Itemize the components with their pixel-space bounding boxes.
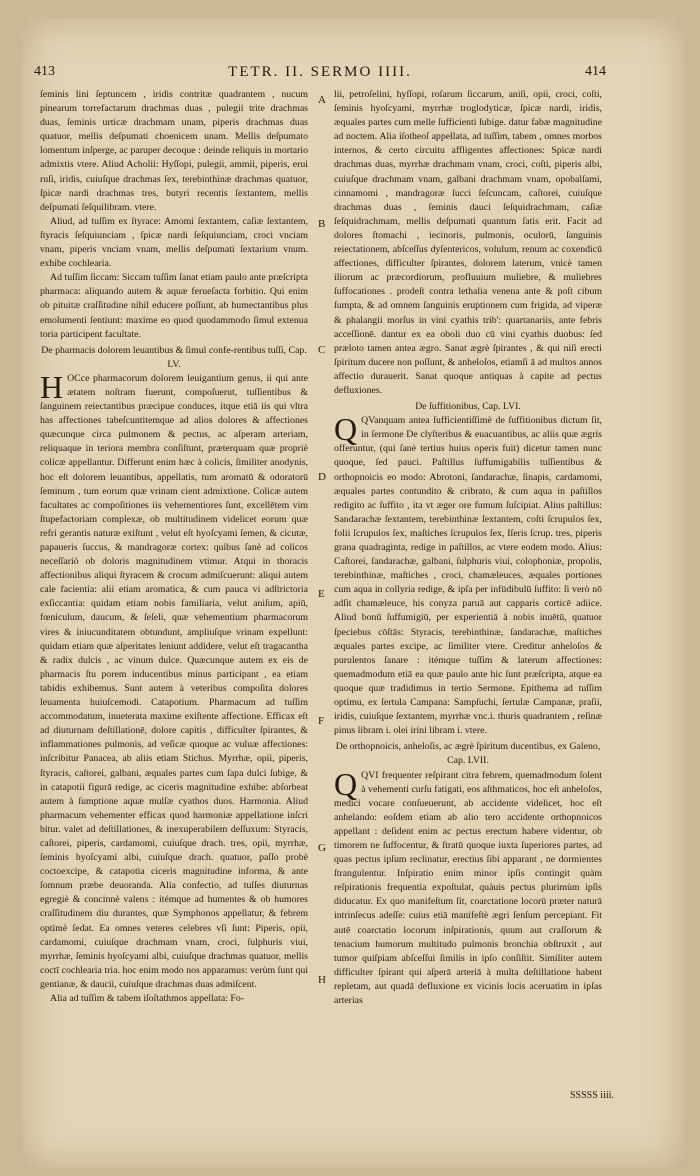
paragraph: Alia ad tuſſim & tabem iſoſtathmos appellata: Fo- [50,993,244,1004]
margin-letter: H [318,974,326,986]
paragraph [40,368,308,992]
left-column [40,88,308,1090]
running-title: TETR. II. SERMO IIII. [228,64,412,80]
drop-cap: H [40,368,64,405]
margin-letter: B [318,218,326,230]
chapter-heading: De ſuffitionibus, Cap. LVI. [415,401,521,413]
drop-cap: Q [334,765,358,802]
paragraph: ſeminis lini ſeptuncem , iridis contritæ quadrantem , nucum pinearum torrefactarum drachmas duas , pulegii trite drachmas duas, ſeminis urticæ drachmam unam, piperis drachmas duas quatuor, mellis deſpumati choenicem unam. Mellis deſpumato lomentum inſperge, ac paruper decoque : deinde reliquis in mortario admixtis vtere. Aliud Acholii: Hyſſopi, pulegii, ammii, piperis, erui ruſi, iridis, cuiuſque drachmas ſex, terebinthinæ drachmas quatuor, ſpicæ nardi drachmas tres, butyri recentis ſextantem, mellis deſpumati ſeſquilibram. vtere. [40,89,308,213]
margin-letter: C [318,344,326,356]
page-number-left: 413 [34,64,55,79]
signature-mark: SSSSS iiii. [570,1090,614,1101]
margin-letter: G [318,842,326,854]
margin-letter: A [318,94,326,106]
paragraph: Ad tuſſim ſiccam: Siccam tuſſim ſanat etiam paulo ante præſcripta pharmaca: aliquando autem & aquæ ferueſacta forbitio. Qui enim ob pituitæ craſſitudine nihil educere poſſunt, ab humectantibus plus emolumenti ſentiunt: maxime eo quod quodammodo ſimul extenua toria participent facultate. [40,272,308,340]
paragraph-text: QVanquam antea ſufficientiſſimè de ſuffitionibus dictum ſit, in ſermone De clyſteribus & euacuantibus, ac aliis quæ ægris offeruntur, (qui ſanè tertius huius operis fuit) dicetur tamen nunc quoque, ſed pauci. Paſtillus ſuffumigabilis tuſſientibus & orthopnoicis eo modo: Abrotoni, ſandarachæ, ſinapis, cardamomi, æquales partes contundito & cribrato, & cum aqua in paſtillos redigito ac ſuffito , ita vt æger ore fumum ſuſcipiat. Alius paſtillus: Sandarachæ ſextantem, terebinthinæ ſextantem, coſti ſcrupulos ſex, folii ſcrupulos ſex, maſtiches ſcrupulos ſex, Iſeris ſcrup. tres, piperis grana quadraginta, redige in paſtillos, ac vtere eodem modo. Alius: Caſtorei, ſandarachæ, galbani, ſulphuris viui, colophoniæ, propolis, terebinthinæ, maſtiches , croci, chamæleuces, æquales portiones cum aqua in collyria redige, & ipſa per infūdibulū ſuffito: ſi verò nō adſit chamæleuce, his conyza paruā aut capparis corticē adiice. Aliud bonū ſuffumigiū, per experientiā à nobis inuētū, quatuor ſpeciebus cōſtās: Styracis, terebinthinæ, ſandarachæ, maſtiches æquales partes excipe, ac ſimiliter vtere. Creditur anheloſos & purulentos ſanare : itémque tuſſim & laterum affectiones: quemadmodum etiā ea quæ paulo ante hic ſunt præſcripta, atque ea quoque quæ tradidimus in tertio Sermone. Epithema ad tuſſim optimu, ex ſertula Campana: Sampſuchi, ſertulæ Campanæ, praſii, iridis, cuiuſque ſextantem, myrrhæ vnc.i. thuris quadrantem , reſinæ pinus libram i. olei irini libram i. vtere. [334,415,602,737]
drop-cap: Q [334,411,358,448]
chapter-heading: De orthopnoicis, anheloſis, ac ægrè ſpiritum ducentibus, ex Galeno, Cap. LVII. [335,741,601,767]
page-number-right: 414 [585,64,606,79]
paragraph: Aliud, ad tuſſim ex ſtyrace: Amomi ſextantem, caſiæ ſextantem, ſtyracis ſeſquiunciam , ſpicæ nardi ſeſquiunciam, croci vnciam vnam, piperis vnciam vnam, mellis deſpumati ſextarium vnum. exhibe cochlearia. [40,215,308,270]
margin-letter: D [318,471,326,483]
paragraph-text: OCce pharmacorum dolorem leuigantium genus, ii qui ante ætatem noſtram fuerunt, compoſuerut, tuſſientibus & ſanguinem reiectantibus præcipue conduces, itque etiā iis qui vltra has affectiones tabeſcuntitemque ad alios dolores & affectiones quæcunque circa pulmonem & pectus, ac aſperam arteriam, reliquaque in teriora membra conſiſtunt, præterquam quæ propriè colicæ appellantur. Differunt enim hæc à colicis, ſimiliter anodynis, hoc eſt dolorem leuantibus, appellatis, tum aromatū & odoratorū ſeminum , tum eorum quæ vrinam cient admixtione. Colicæ autem facultates ac compoſitiones iis vehementiores ſunt, excellētem vim ſtupefactoriam complexæ, ob multitudinem videlicet eorum quæ refri gerantis naturæ exiſtunt , velut eſt hyoſcyami ſemen, & cicutæ, papaueris ſuccus, & mandragoræ cortex: quibus ſanè ad colicos neceſſariò ob doloris magnitudinem vtimur. Atqui in thoracis affectionibus aliqui ſtyracem & crocum admiſcuerunt: aliqui autem cale facientia: alii etiam aromatica, & cum pauca vi adſtrictoria exſiccantia: quidam etiam nobis familiaria, velut aniſum, apiū, fœniculum, daucum, & ſeſeli, quæ vehementium pharmacorum vires & iniucunditatem obtundunt, ampliuſque vrinam expellunt: quidam etiam quæ aſperitates leniunt addidere, velut eſt tragacantha & radix dulcis , ac vinum dulce. Quæcunque autem ex eis de pharmacis ſtu porem inducentibus minus participant , ea etiam tabidis exhibemus. Sunt autem à veteribus compoſita dolores leuamenta huiuſcemodi. Catapotium. Pharmacum ad tuſſim accommodatum, inueterata maxime exiſtente affectione. Efficax eſt ad diuturnam deſtillationē, dolore capitis , difficulter ſpirantes, & inflammationes pulmonis, ad veſicæ quoque ac vuluæ affectiones: inſcribitur Panacea, ab aliis etiam Stichus. Myrrhæ, opii, piperis, ſtyracis, caſtorei, galbani, æquales partes cum ſapa dulci ſubige, & in catapotii figurā redige, ac ciceris magnitudine exhibe: abſorbeat autem à ſumptione aquæ mulſæ cyathos duos. Harmonia. Aliud pharmacum vehementer efficax quod harmoniæ appellatione inſcri bitur. valet ad deſtillationes, & inexuperabilem deſſuxum: Styracis, caſtorei, piperis, cardamomi, cuiuſque drach. tres, opii, myrrhæ, ſeminis hyoſcyami albi, cuiuſque drach. quatuor, paſſo probè coctoexcipe, & catapotia ciceris magnitudine informa, & ante ſomnum præbe deuoranda. Alia confectio, ad tuſſes diuturnas egregiè & concinnè valens : itémque ad humentes & ob humores craſſitudinem diu durantes, quæ Symphonos appellatur, & febrem optimè ſedat. Ea omnes veteres celebres vſi ſunt: Piperis, opii, cardamomi, cuiuſque drachmam vnam, croci, ſulphuris viui, myrrhæ, ſeminis hyoſcyami albi, cuiuſque drachmas quatuor, mellis coctī cochlearia tria. hoc enim modo nos apparamus: verùm ſunt qui gentianæ, & daucii, cuiuſque drachmas duas admiſcent. [40,372,308,990]
running-header [34,64,606,86]
paragraph-text: QVI frequenter reſpirant citra febrem, quemadmodum ſolent à vehementi curſu fatigati, eos aſthmaticos, hoc eſt anheloſos, medici vocare conſueuerunt, ab accidente videlicet, hoc eſt anhelando: eoſdem etiam ab alio tero accidente orthopnoicos appellant : deſident enim ac pectus erectum habere videntur, ob timorem ne ſuffocentur, & ſtratū quoque iuxta ſuperiores partes, ad quas pectus ipſum reclinatur, erectius ſibi apparant , ne dormientes ſtrangulentur. Inſpiratio enim minor ipſis contingit quàm reſpirationis frequentia expoſtulat, quàuis pectus plurimùm ipſis diducatur. Ex quo manifeſtum ſit, coarctatione locorū præter naturā intrinſecus adeſſe: cuius etiā manifeſtè ægri ſenſum percepiant. Fit autē coarctatio locorum inſpirationis, quum aut craſſorum & tenacium humorum multitudo pulmonis bronchia obſtruxit , aut tumor quiſpiam abſceſſui ſimilis in ipſo conſiſtit. Similiter autem difficulter ſpirant qui aſperā arteriā à multa deſtillatione habent repletam, aut quadā defluxione ex vicinis locis aceruatim in ipſas arterias [334,769,602,1006]
paragraph [334,765,602,1009]
margin-letter: E [318,588,325,600]
right-column [334,88,602,1090]
paragraph [334,411,602,738]
chapter-heading: De pharmacis dolorem leuantibus & ſimul confe-rentibus tuſſi, Cap. LV. [41,344,307,370]
margin-letters [318,88,330,1088]
margin-letter: F [318,715,325,727]
paragraph: lii, petroſelini, hyſſopi, roſarum ſiccarum, aniſi, opii, croci, coſti, ſeminis hyoſcyami, myrrhæ troglodyticæ, ſpicæ nardi, iridis, æquales partes cum melle ſufficienti ſubige. datur fabæ magnitudine ad noctem. Alia iſotheoſ appellata, ad tuſſim, tabem , omnes morbos internos, & certo circuitu affligentes affectiones: Spicæ nardi drachmas duas, myrrhæ drachmam vnam, croci, coſti, piperis albi, cuiuſque drachmam vnam, galbani drachmam vnam, opobalſami, cinnamomi , mandragoræ ſucci ſeſcuncam, caſtorei, cuiuſque drachmas duas , ſeminis dauci ſeſquidrachmam, caſiæ ſeſquidrachmam, mellis deſpumati quantum ſatis erit. Facit ad dolores ſtomachi , iecinoris, pulmonis, oculorū, ſanguinis reiectationem, abſceſſus dyſentericos, volulum, renum ac coxendicū affectiones, difficulter ſpirantes, dolorem laterum, vnicè tamen iliorum ac præcordiorum, profluuium muliebre, & muliebres ſuffocationes . prodeſt contra lethalia venena ante & poſt cibum ſumpta, & ad omnem ſanguinis eruptionem cum frigida, ad viperæ & phalangii morſus in vini cyathis trib': quartanariis, ante febris acceſſionē. dantur ex ea oboli duo cū vini cyathis duobus: ſed præloto tamen antea ægro. Sanat ægrè ſpirantes , & qui niſi erecti ſpiritum ducere non poſſunt, & anheloſos, etiamſi ā ad multos annos affectio durauerit. Sanat quoque antiquas à capite ad pectus defluxiones. [334,89,602,396]
